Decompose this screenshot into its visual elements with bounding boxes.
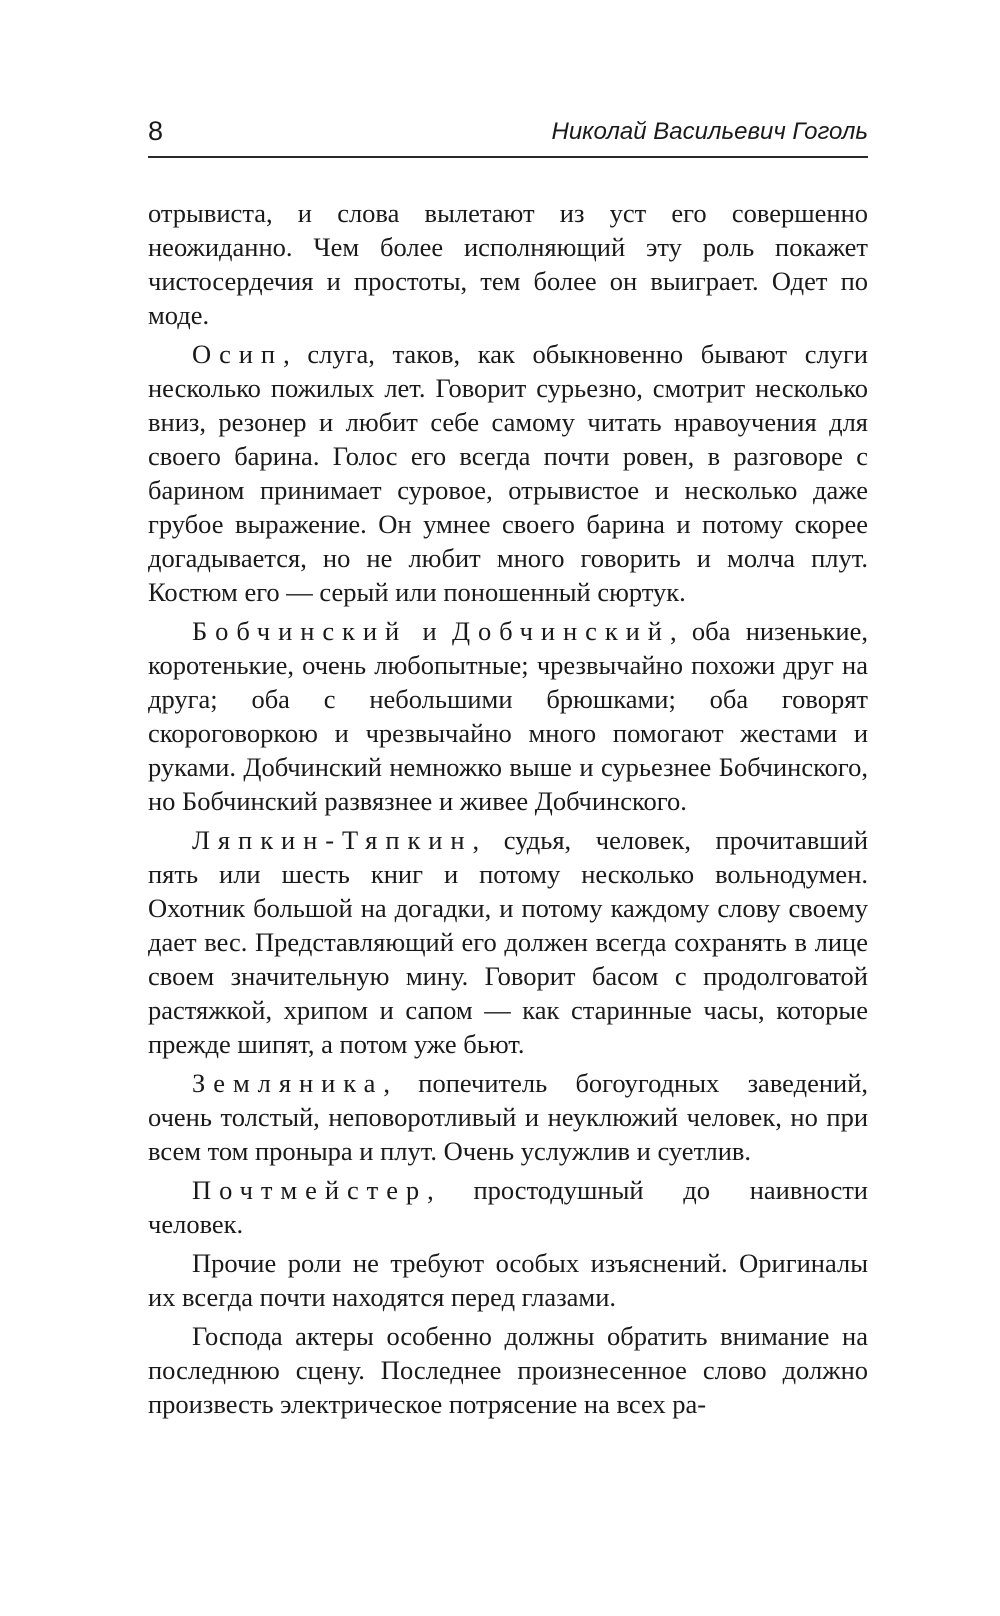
paragraph-text: , оба низенькие, коротенькие, очень любопытные; чрезвычайно похожи друг на друга; оба с небольшими брюшками; оба говорят скороговоркою и чрезвычайно много помогают жестами и руками. Добчинский немножко выше и сурьезнее Бобчинского, но Бобчинский развязнее и живее Добчинского.: [148, 616, 868, 816]
character-name: Ляпкин-Тяпкин: [192, 825, 473, 855]
paragraph-text: , простодушный до наивности человек.: [148, 1175, 868, 1239]
paragraph-text: Прочие роли не требуют особых изъяснений. Оригиналы их всегда почти находятся перед глазами.: [148, 1248, 868, 1312]
paragraph-text: , судья, человек, прочитавший пять или шесть книг и потому несколько вольнодумен. Охотник большой на догадки, и потому каждому слову своему дает вес. Представляющий его должен всегда сохранять в лице своем значительную мину. Говорит басом с продолговатой растяжкой, хрипом и сапом — как старинные часы, которые прежде шипят, а потом уже бьют.: [148, 825, 868, 1059]
character-name-2: Добчинский: [451, 616, 670, 646]
paragraph-pochtmeister: [148, 1173, 868, 1241]
paragraph-osip: [148, 337, 868, 609]
character-name: Земляника: [192, 1068, 384, 1098]
paragraph-bobchinsky-dobchinsky: [148, 614, 868, 818]
page-number: 8: [148, 116, 164, 146]
body-text: [148, 196, 868, 1426]
paragraph-text: , попечитель богоугодных заведений, очень толстый, неповоротливый и неуклюжий человек, но при всем том проныра и плут. Очень услужлив и суетлив.: [148, 1068, 868, 1166]
character-name: Почтмейстер: [192, 1175, 428, 1205]
paragraph-other-roles: [148, 1246, 868, 1314]
paragraph-text: Господа актеры особенно должны обратить внимание на последнюю сцену. Последнее произнесенное слово должно произвесть электрическое потрясение на всех ра-: [148, 1321, 868, 1419]
page-header: [148, 112, 868, 158]
paragraph-text: , слуга, таков, как обыкновенно бывают слуги несколько пожилых лет. Говорит сурьезно, смотрит несколько вниз, резонер и любит себе самому читать нравоучения для своего барина. Голос его всегда почти ровен, в разговоре с барином принимает суровое, отрывистое и несколько даже грубое выражение. Он умнее своего барина и потому скорее догадывается, но не любит много говорить и молча плут. Костюм его — серый или поношенный сюртук.: [148, 339, 868, 607]
paragraph-lyapkin-tyapkin: [148, 823, 868, 1061]
paragraph-zemlyanika: [148, 1066, 868, 1168]
paragraph-continuation: [148, 196, 868, 332]
paragraph-text: отрывиста, и слова вылетают из уст его совершенно неожиданно. Чем более исполняющий эту роль покажет чистосердечия и простоты, тем более он выиграет. Одет по моде.: [148, 198, 868, 330]
running-head: Николай Васильевич Гоголь: [551, 118, 868, 145]
paragraph-actors-note: [148, 1319, 868, 1421]
character-name: Бобчинский: [192, 616, 408, 646]
character-name: Осип: [192, 339, 284, 369]
name-joiner: и: [407, 616, 452, 646]
